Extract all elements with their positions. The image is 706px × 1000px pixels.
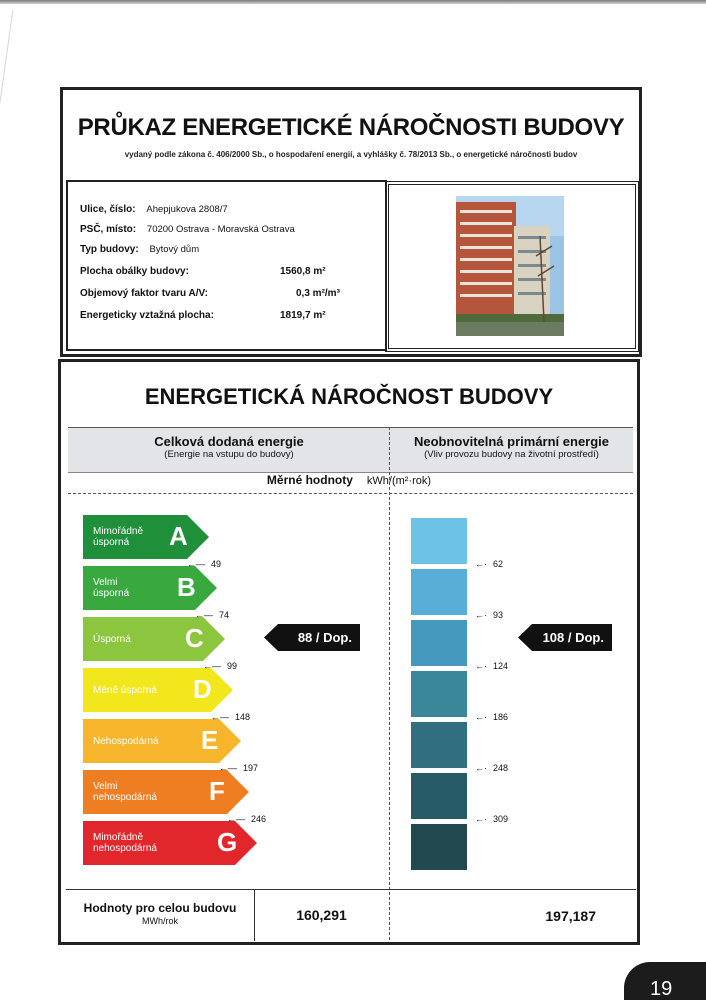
envelope-value: 1560,8 m² — [280, 266, 326, 277]
delivered-threshold — [195, 610, 229, 620]
class-letter: B — [177, 572, 196, 602]
energy-performance-panel — [58, 359, 640, 945]
primary-energy-title: Neobnovitelná primární energie — [413, 434, 610, 449]
totals-label — [66, 902, 254, 928]
totals-delivered: 160,291 — [254, 890, 388, 941]
envelope-row — [80, 266, 189, 277]
certificate-header — [60, 87, 642, 357]
primary-threshold — [475, 814, 508, 824]
metric-row — [61, 473, 637, 487]
primary-class-block — [411, 671, 467, 717]
primary-threshold — [475, 610, 503, 620]
threshold-value: 99 — [227, 661, 238, 671]
primary-indicator-value: 108 / Dop. — [542, 630, 604, 645]
street-label: Ulice, číslo: — [80, 204, 136, 215]
delivered-threshold — [211, 712, 250, 722]
shape-label: Objemový faktor tvaru A/V: — [80, 288, 208, 299]
primary-class-block — [411, 569, 467, 615]
class-label — [93, 634, 131, 645]
delivered-threshold — [219, 763, 258, 773]
class-letter: C — [185, 623, 204, 653]
building-photo-frame — [385, 181, 639, 352]
energy-class-a — [83, 515, 211, 559]
threshold-value: 246 — [251, 814, 267, 824]
threshold-arrow-icon: ←— — [219, 763, 237, 773]
columns-header — [68, 427, 633, 473]
threshold-value: 148 — [235, 712, 251, 722]
class-letter: F — [209, 776, 225, 806]
totals-unit: MWh/rok — [142, 916, 178, 926]
threshold-arrow-icon: ←· — [475, 661, 487, 671]
street-row — [80, 204, 228, 215]
building-info — [66, 180, 387, 351]
threshold-value: 309 — [493, 814, 509, 824]
class-label-line: Úsporná — [93, 634, 131, 645]
shape-value: 0,3 m²/m³ — [296, 288, 340, 299]
threshold-value: 93 — [493, 610, 504, 620]
psc-row — [80, 224, 295, 235]
primary-class-block — [411, 620, 467, 666]
class-label — [93, 577, 129, 599]
threshold-arrow-icon: ←· — [475, 559, 487, 569]
primary-class-block — [411, 518, 467, 564]
class-label — [93, 832, 157, 854]
class-label-line: nehospodárná — [93, 792, 157, 803]
primary-class-block — [411, 824, 467, 870]
column-divider — [389, 427, 390, 940]
primary-energy-subtitle: (Vliv provozu budovy na životní prostředí) — [424, 449, 599, 460]
energy-class-g — [83, 821, 259, 865]
page-number: 19 — [650, 978, 673, 1000]
threshold-arrow-icon: ←· — [475, 814, 487, 824]
area-value: 1819,7 m² — [280, 310, 326, 321]
totals-row — [66, 889, 636, 940]
threshold-value: 124 — [493, 661, 509, 671]
class-label-line: Velmi — [93, 781, 118, 792]
page-top-edge — [0, 0, 706, 4]
threshold-value: 197 — [243, 763, 259, 773]
threshold-arrow-icon: ←— — [203, 661, 221, 671]
threshold-arrow-icon: ←— — [227, 814, 245, 824]
shape-row — [80, 288, 208, 299]
energy-class-f — [83, 770, 251, 814]
area-label: Energeticky vztažná plocha: — [80, 310, 214, 321]
class-label — [93, 781, 157, 803]
threshold-value: 49 — [211, 559, 222, 569]
street-value: Ahepjukova 2808/7 — [146, 204, 228, 215]
class-label-line: úsporná — [93, 537, 130, 548]
totals-title: Hodnoty pro celou budovu — [83, 901, 237, 915]
type-row — [80, 244, 199, 255]
primary-threshold — [475, 763, 508, 773]
class-letter: E — [201, 725, 219, 755]
delivered-energy-title: Celková dodaná energie — [154, 434, 304, 449]
threshold-value: 186 — [493, 712, 509, 722]
class-letter: A — [169, 521, 188, 551]
class-label-line: Méně úsporná — [93, 685, 157, 696]
totals-primary: 197,187 — [545, 908, 596, 924]
energy-class-d — [83, 668, 235, 712]
primary-threshold — [475, 712, 508, 722]
delivered-energy-header — [68, 434, 390, 460]
area-row — [80, 310, 214, 321]
threshold-value: 248 — [493, 763, 509, 773]
threshold-value: 74 — [219, 610, 230, 620]
document-subtitle: vydaný podle zákona č. 406/2000 Sb., o hospodaření energií, a vyhlášky č. 78/2013 Sb., o energetické náročnosti budov — [124, 150, 578, 159]
threshold-arrow-icon: ←— — [211, 712, 229, 722]
building-photo — [456, 196, 564, 336]
delivered-indicator-value: 88 / Dop. — [297, 630, 352, 645]
primary-energy-indicator — [518, 624, 612, 651]
class-label-line: Mimořádně — [93, 832, 144, 843]
page-number-badge — [624, 962, 706, 1000]
primary-energy-header — [390, 434, 633, 460]
threshold-value: 62 — [493, 559, 504, 569]
envelope-label: Plocha obálky budovy: — [80, 266, 189, 277]
header-divider — [68, 493, 633, 494]
class-label-line: Velmi — [93, 577, 118, 588]
psc-label: PSČ, místo: — [80, 224, 137, 235]
section-title: ENERGETICKÁ NÁROČNOST BUDOVY — [144, 384, 554, 409]
document-title: PRŮKAZ ENERGETICKÉ NÁROČNOSTI BUDOVY — [77, 114, 625, 141]
energy-class-e — [83, 719, 243, 763]
class-label — [93, 685, 157, 696]
page-corner-mark — [0, 10, 24, 130]
threshold-arrow-icon: ←· — [475, 763, 487, 773]
energy-class-c — [83, 617, 227, 661]
class-letter: G — [217, 827, 238, 857]
class-label-line: nehospodárná — [93, 843, 157, 854]
delivered-energy-indicator — [264, 624, 360, 651]
primary-class-block — [411, 773, 467, 819]
threshold-arrow-icon: ←— — [187, 559, 205, 569]
class-label-line: Nehospodárná — [93, 736, 159, 747]
class-letter: D — [193, 674, 212, 704]
type-value: Bytový dům — [149, 244, 200, 255]
psc-value: 70200 Ostrava - Moravská Ostrava — [146, 224, 295, 235]
class-label — [93, 736, 159, 747]
threshold-arrow-icon: ←· — [475, 610, 487, 620]
class-label-line: Mimořádně — [93, 526, 144, 537]
primary-class-block — [411, 722, 467, 768]
type-label: Typ budovy: — [80, 244, 139, 255]
delivered-threshold — [203, 661, 237, 671]
threshold-arrow-icon: ←· — [475, 712, 487, 722]
delivered-threshold — [187, 559, 221, 569]
metric-label: Měrné hodnoty — [266, 473, 353, 487]
delivered-energy-subtitle: (Energie na vstupu do budovy) — [164, 449, 294, 460]
class-label-line: úsporná — [93, 588, 130, 599]
primary-threshold — [475, 559, 503, 569]
metric-unit: kWh/(m²·rok) — [366, 475, 432, 487]
primary-threshold — [475, 661, 508, 671]
class-label — [93, 526, 143, 548]
threshold-arrow-icon: ←— — [195, 610, 213, 620]
energy-class-b — [83, 566, 219, 610]
delivered-threshold — [227, 814, 266, 824]
